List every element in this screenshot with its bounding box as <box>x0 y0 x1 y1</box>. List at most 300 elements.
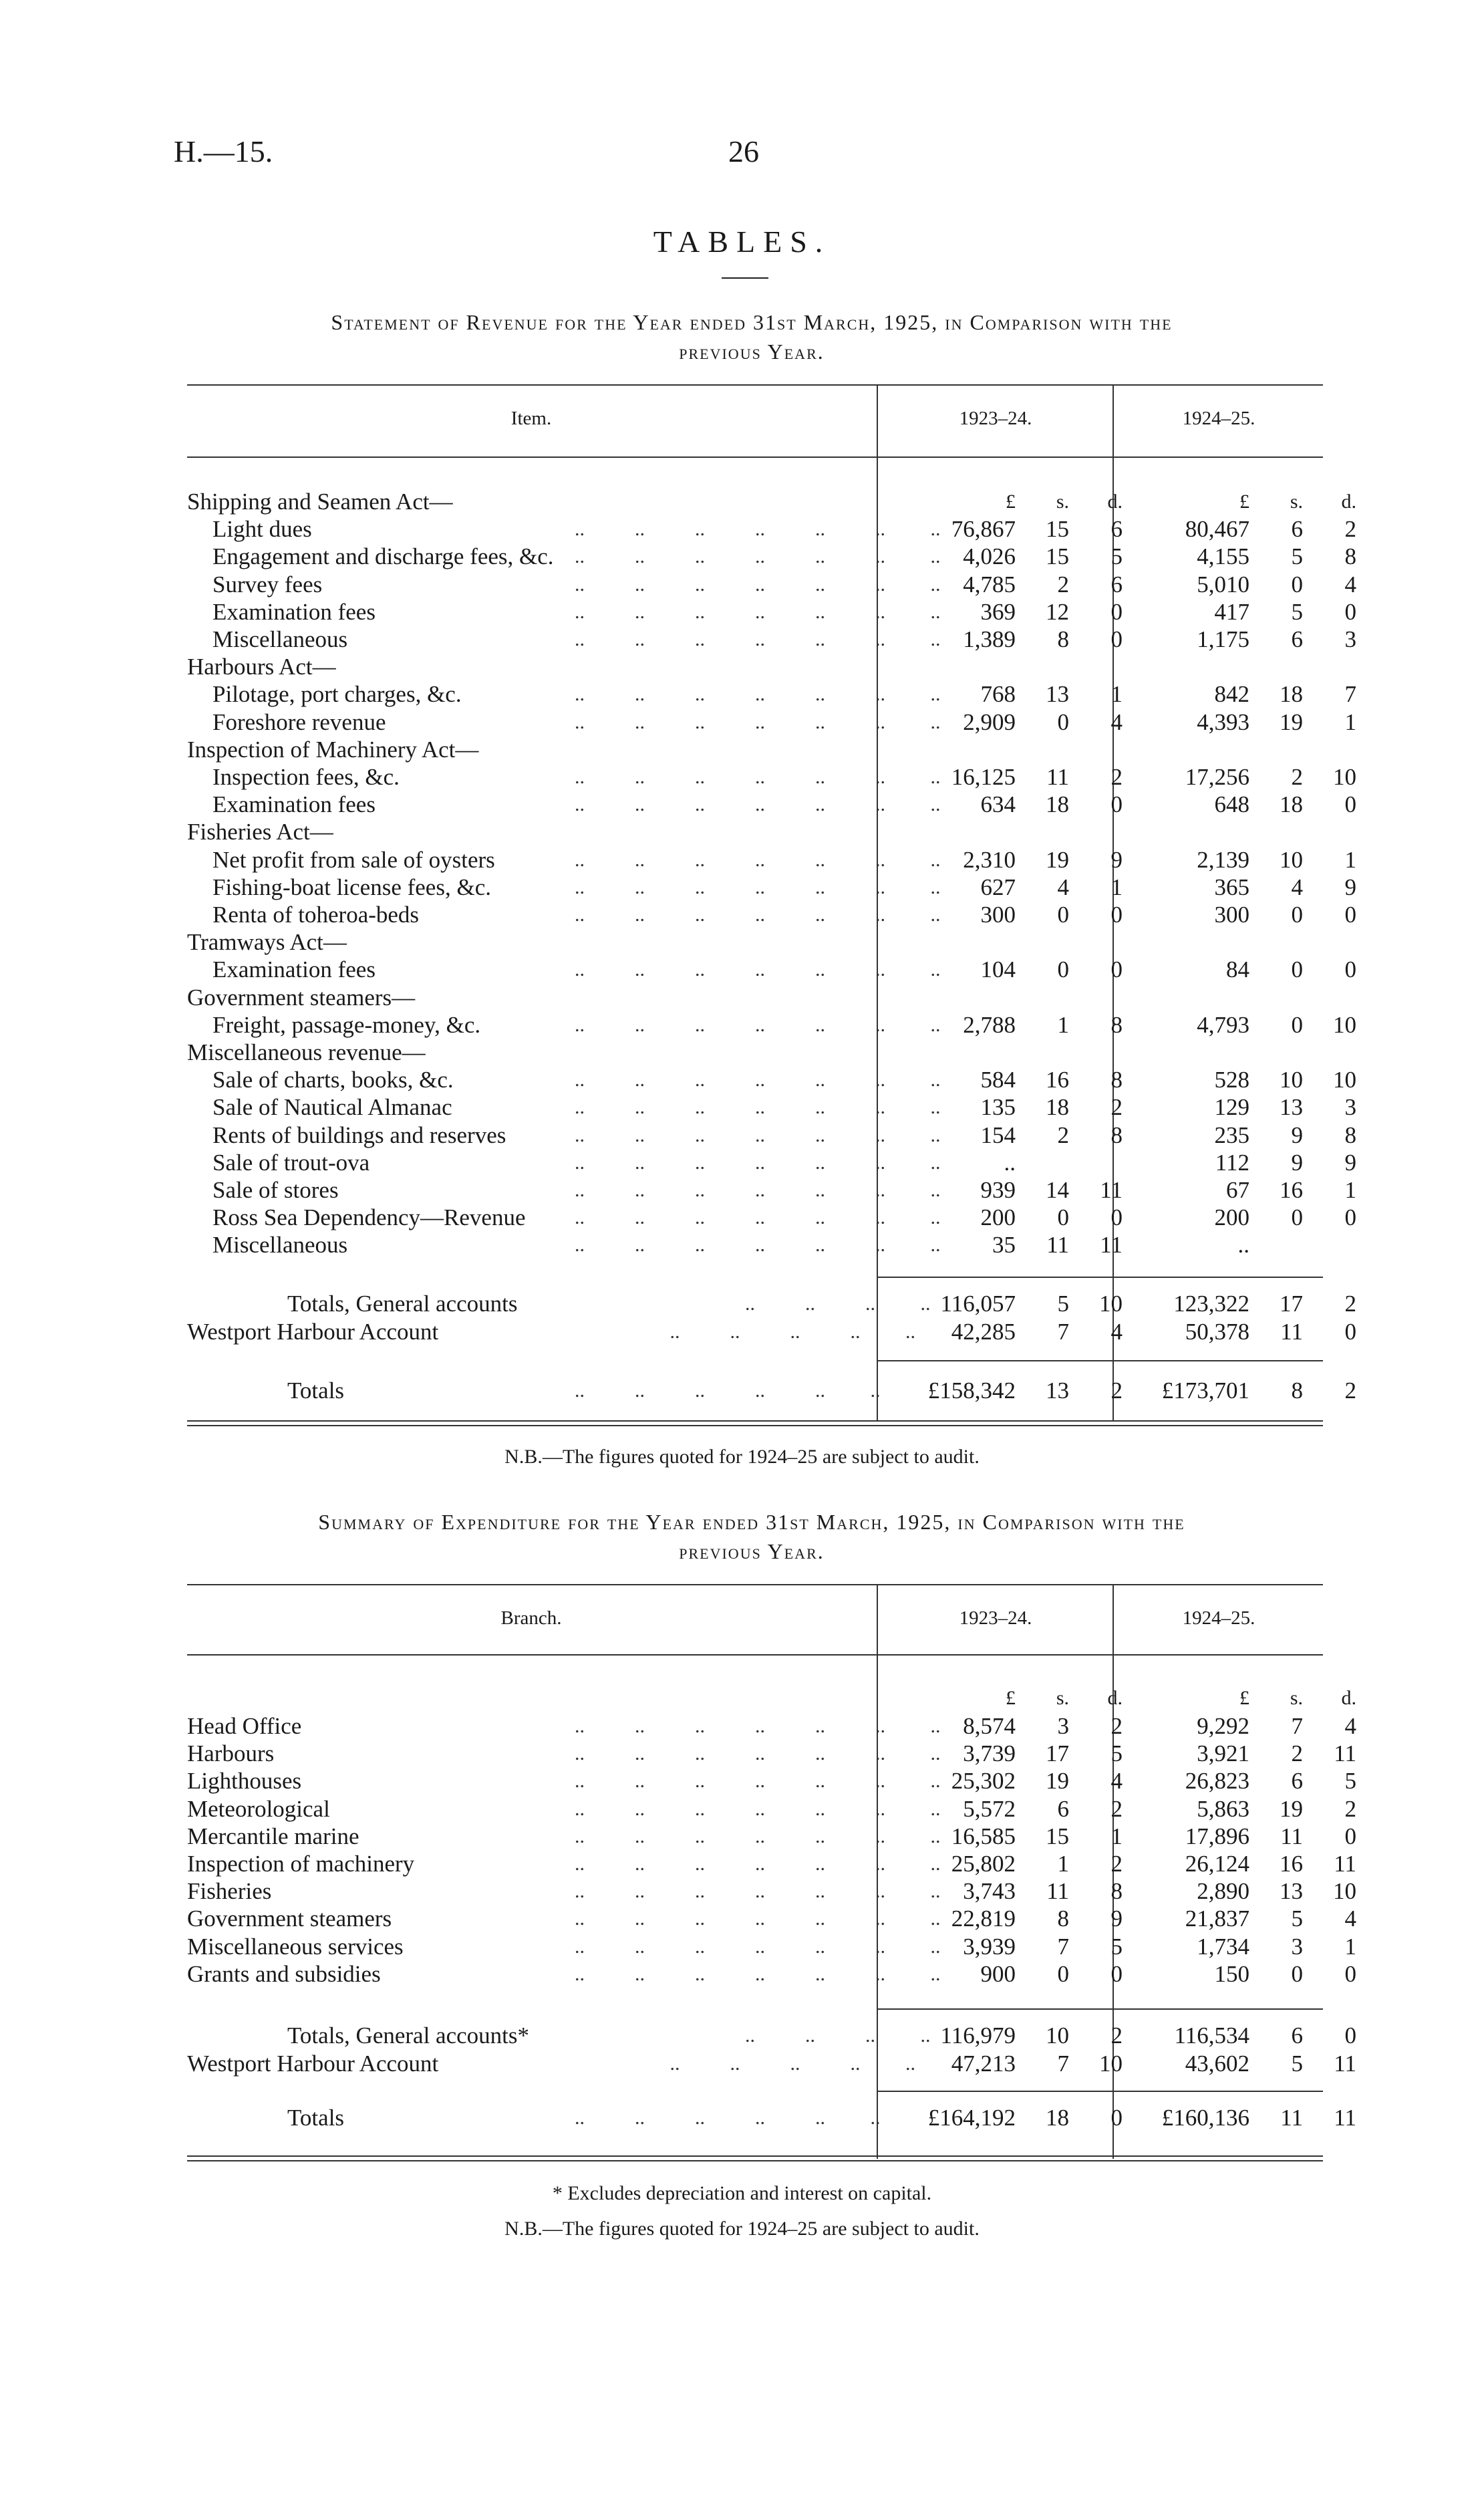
value-1923-shillings: 7 <box>1057 1933 1069 1960</box>
value-1924-pence: 1 <box>1344 708 1356 735</box>
value-1924-pence: 4 <box>1344 1713 1356 1739</box>
table-row <box>187 1149 1356 1176</box>
leader-dots: .. .. .. .. .. .. .. <box>575 1206 941 1229</box>
value-1924-pence: 5 <box>1344 1768 1356 1795</box>
value-1923-pounds: 25,302 <box>951 1768 1016 1795</box>
value-1924-shillings: 16 <box>1280 1851 1303 1877</box>
value-1924-pounds: 67 <box>1226 1177 1249 1203</box>
leader-dots: .. .. .. .. .. .. .. <box>575 545 941 568</box>
leader-dots: .. .. .. .. .. <box>575 1321 915 1343</box>
leader-dots: .. .. .. .. .. .. <box>575 2107 881 2129</box>
expenditure-totals-row <box>187 2104 1356 2131</box>
value-1923-pounds: 154 <box>980 1122 1016 1148</box>
revenue-subtotal-rule <box>877 1277 1323 1278</box>
page-number: 26 <box>728 134 759 168</box>
table-row <box>187 1823 1356 1850</box>
value-1923-pounds: 3,939 <box>963 1933 1016 1960</box>
value-1924-pounds: 235 <box>1214 1122 1249 1148</box>
leader-dots: .. .. .. .. .. .. .. <box>575 1962 941 1985</box>
value-1924-pounds: £160,136 <box>1161 2105 1249 2131</box>
expenditure-bottom-rule-2 <box>187 2160 1323 2161</box>
value-1924-shillings: 2 <box>1291 764 1303 790</box>
leader-dots: .. .. .. .. .. .. .. <box>575 1096 941 1119</box>
value-1924-pounds: 5,863 <box>1197 1795 1249 1822</box>
revenue-totals-row <box>187 1377 1356 1404</box>
value-1923-shillings: 3 <box>1057 1713 1069 1739</box>
value-1924-shillings: 5 <box>1291 543 1303 570</box>
row-label: Shipping and Seamen Act— <box>187 489 453 515</box>
value-1924-shillings: 11 <box>1280 2105 1303 2131</box>
document-reference: H.—15. <box>174 134 273 168</box>
value-1924-pence: 8 <box>1344 1122 1356 1148</box>
value-1924-pence: 10 <box>1333 1067 1356 1093</box>
value-1924-pounds: 1,734 <box>1197 1933 1249 1960</box>
value-1924-shillings: 10 <box>1280 846 1303 873</box>
value-1923-pounds: 768 <box>980 681 1016 708</box>
value-1924-pounds: 528 <box>1214 1067 1249 1093</box>
row-label: Freight, passage-money, &c. <box>212 1011 481 1038</box>
value-1924-pence: 2 <box>1344 516 1356 543</box>
row-label: Fisheries Act— <box>187 819 333 845</box>
value-1924-shillings: 0 <box>1291 1204 1303 1231</box>
unit-pounds: £ <box>1239 1687 1249 1709</box>
row-label: Sale of Nautical Almanac <box>212 1094 452 1121</box>
value-1923-shillings: 13 <box>1046 1377 1069 1404</box>
value-1924-shillings: 0 <box>1291 902 1303 928</box>
value-1923-pounds: 900 <box>980 1960 1016 1987</box>
value-1923-pence: 8 <box>1110 1067 1123 1093</box>
value-1924-pence: 9 <box>1344 1149 1356 1176</box>
leader-dots: .. .. .. .. .. .. .. <box>575 1069 941 1091</box>
leader-dots: .. .. .. .. .. .. .. <box>575 683 941 706</box>
value-1924-pounds: 4,793 <box>1197 1011 1249 1038</box>
unit-pounds: £ <box>1006 1687 1016 1709</box>
value-1924-pounds: 150 <box>1214 1960 1249 1987</box>
value-1924-shillings: 16 <box>1280 1177 1303 1203</box>
table-row <box>187 846 1356 874</box>
row-label: Sale of trout-ova <box>212 1149 370 1176</box>
table-row <box>187 984 1323 1011</box>
value-1924-shillings: 2 <box>1291 1740 1303 1767</box>
row-label: Inspection of machinery <box>187 1851 415 1877</box>
table-row <box>187 571 1356 598</box>
row-label: Harbours Act— <box>187 654 336 680</box>
leader-dots: .. .. .. .. <box>575 1293 931 1315</box>
value-1924-pence: 7 <box>1344 681 1356 708</box>
value-1924-pence: 3 <box>1344 626 1356 652</box>
value-1924-shillings: 19 <box>1280 708 1303 735</box>
value-1924-shillings: 18 <box>1280 681 1303 708</box>
unit-label: d. <box>1107 491 1123 513</box>
value-1924-shillings: 17 <box>1280 1291 1303 1317</box>
value-1924-pence: 3 <box>1344 1094 1356 1121</box>
table-row <box>187 653 1323 680</box>
value-1923-pence: 2 <box>1110 1851 1123 1877</box>
leader-dots: .. .. .. .. .. .. .. <box>575 1880 941 1903</box>
table-row <box>187 515 1356 543</box>
row-label: Tramways Act— <box>187 929 347 956</box>
table-row <box>187 1712 1356 1740</box>
leader-dots: .. .. .. .. .. .. .. <box>575 848 941 871</box>
value-1923-pounds: 3,739 <box>963 1740 1016 1767</box>
value-1923-pounds: 627 <box>980 874 1016 900</box>
unit-label: s. <box>1056 491 1069 513</box>
expenditure-col-1923: 1923–24. <box>959 1607 1032 1629</box>
value-1923-pence: 0 <box>1110 1204 1123 1231</box>
value-1923-pounds: 116,979 <box>940 2022 1016 2049</box>
row-label: Examination fees <box>212 791 376 818</box>
value-1923-pounds: 16,585 <box>951 1823 1016 1849</box>
leader-dots: .. .. .. .. .. .. .. <box>575 1797 941 1820</box>
value-1923-shillings: 8 <box>1057 626 1069 652</box>
value-1923-pence: 0 <box>1110 956 1123 983</box>
row-label: Engagement and discharge fees, &c. <box>212 543 554 570</box>
row-label: Renta of toheroa-beds <box>212 902 420 928</box>
value-1923-pence: 4 <box>1110 1768 1123 1795</box>
expenditure-total-rule <box>877 2091 1323 2092</box>
value-1923-shillings: 7 <box>1057 1319 1069 1345</box>
value-1923-pounds: 47,213 <box>951 2051 1016 2077</box>
value-1923-shillings: 18 <box>1046 2105 1069 2131</box>
value-1923-pence: 8 <box>1110 1878 1123 1905</box>
value-1923-shillings: 19 <box>1046 1768 1069 1795</box>
value-1923-shillings: 13 <box>1046 681 1069 708</box>
value-1924-pounds: 3,921 <box>1197 1740 1249 1767</box>
revenue-col-1924: 1924–25. <box>1182 408 1255 429</box>
value-1923-shillings: 12 <box>1046 598 1069 625</box>
heading-rule <box>722 277 768 279</box>
value-1924-pounds: 43,602 <box>1185 2051 1249 2077</box>
table-row <box>187 1039 1323 1066</box>
value-1923-pence: 0 <box>1110 791 1123 818</box>
value-1924-pounds: 50,378 <box>1185 1319 1249 1345</box>
value-1924-pence: 0 <box>1344 1960 1356 1987</box>
value-1923-shillings: 0 <box>1057 1960 1069 1987</box>
table-row <box>187 598 1356 626</box>
unit-pence: d. <box>1107 1687 1123 1709</box>
value-1924-pence: 0 <box>1344 598 1356 625</box>
expenditure-westport-row <box>187 2050 1356 2077</box>
value-1924-pounds: 17,896 <box>1185 1823 1249 1849</box>
value-1924-shillings: 6 <box>1291 516 1303 543</box>
unit-label: d. <box>1341 491 1356 513</box>
expenditure-header-rule <box>187 1654 1323 1656</box>
value-1924-pounds: 842 <box>1214 681 1249 708</box>
value-1923-pounds: 22,819 <box>951 1905 1016 1932</box>
value-1924-pence: 1 <box>1344 1933 1356 1960</box>
value-1924-pounds: 17,256 <box>1185 764 1249 790</box>
value-1923-pounds: 8,574 <box>963 1713 1016 1739</box>
row-label: Net profit from sale of oysters <box>212 846 495 873</box>
expenditure-bottom-rule <box>187 2155 1323 2157</box>
value-1923-pence: 4 <box>1110 708 1123 735</box>
value-1923-shillings: 1 <box>1057 1851 1069 1877</box>
value-1923-pence: 6 <box>1110 516 1123 543</box>
value-1923-shillings: 4 <box>1057 874 1069 900</box>
value-1924-shillings: 9 <box>1291 1149 1303 1176</box>
value-1924-shillings: 6 <box>1291 2022 1303 2049</box>
row-label: Rents of buildings and reserves <box>212 1122 506 1148</box>
value-1923-shillings: 2 <box>1057 1122 1069 1148</box>
table-row <box>187 956 1356 983</box>
value-1923-pounds: 2,310 <box>963 846 1016 873</box>
value-1923-pence: 9 <box>1110 1905 1123 1932</box>
revenue-total-rule <box>877 1360 1323 1361</box>
revenue-col-1923: 1923–24. <box>959 408 1032 429</box>
value-1923-pence: 5 <box>1110 1740 1123 1767</box>
value-1923-pence: 5 <box>1110 543 1123 570</box>
value-1923-shillings: 10 <box>1046 2022 1069 2049</box>
value-1923-pence: 2 <box>1110 1377 1123 1404</box>
row-label: Examination fees <box>212 598 376 625</box>
value-1923-pence: 0 <box>1110 598 1123 625</box>
value-1923-pounds: 3,743 <box>963 1878 1016 1905</box>
expenditure-subtotal-rule <box>877 2008 1323 2010</box>
value-1924-shillings: 7 <box>1291 1713 1303 1739</box>
row-label: Pilotage, port charges, &c. <box>212 681 462 708</box>
value-1923-pounds: 300 <box>980 902 1016 928</box>
table-row <box>187 1011 1356 1039</box>
value-1923-shillings: 0 <box>1057 708 1069 735</box>
leader-dots: .. .. .. .. .. .. .. <box>575 1935 941 1958</box>
value-1924-pounds: 5,010 <box>1197 571 1249 598</box>
leader-dots: .. .. .. .. .. .. .. <box>575 710 941 733</box>
value-1924-pence: 10 <box>1333 1011 1356 1038</box>
value-1923-shillings: 0 <box>1057 956 1069 983</box>
expenditure-title <box>184 1507 1320 1566</box>
value-1924-shillings: 13 <box>1280 1878 1303 1905</box>
value-1923-pounds: 4,026 <box>963 543 1016 570</box>
leader-dots: .. .. .. .. .. .. .. <box>575 904 941 926</box>
value-1924-pounds: 300 <box>1214 902 1249 928</box>
value-1923-pence: 8 <box>1110 1122 1123 1148</box>
value-1923-shillings: 7 <box>1057 2051 1069 2077</box>
value-1923-pence: 8 <box>1110 1011 1123 1038</box>
unit-shillings: s. <box>1056 1687 1069 1709</box>
value-1924-pence: 11 <box>1334 2051 1356 2077</box>
row-label: Totals, General accounts* <box>287 2022 529 2049</box>
row-label: Head Office <box>187 1713 302 1739</box>
value-1924-pounds: £173,701 <box>1161 1377 1249 1404</box>
value-1923-pounds: 76,867 <box>951 516 1016 543</box>
leader-dots: .. .. .. .. .. .. .. <box>575 1907 941 1930</box>
value-1923-pence: 0 <box>1110 902 1123 928</box>
row-label: Inspection of Machinery Act— <box>187 736 479 763</box>
value-1924-pounds: 26,823 <box>1185 1768 1249 1795</box>
value-1924-pence: 10 <box>1333 1878 1356 1905</box>
row-label: Grants and subsidies <box>187 1960 381 1987</box>
table-row <box>187 708 1356 736</box>
value-1924-pence: 9 <box>1344 874 1356 900</box>
unit-label: £ <box>1239 491 1249 513</box>
table-row <box>187 901 1356 928</box>
value-1923-pounds: 2,788 <box>963 1011 1016 1038</box>
expenditure-title-line1: Summary of Expenditure for the Year ended 31st March, 1925, in Comparison with the <box>318 1510 1185 1534</box>
row-label: Miscellaneous services <box>187 1933 404 1960</box>
revenue-title <box>184 307 1320 366</box>
row-label: Miscellaneous revenue— <box>187 1039 426 1065</box>
table-row <box>187 1960 1356 1988</box>
table-row <box>187 1066 1356 1093</box>
value-1923-pounds: 634 <box>980 791 1016 818</box>
value-1924-pounds: 80,467 <box>1185 516 1249 543</box>
value-1923-pounds: 135 <box>980 1094 1016 1121</box>
value-1923-pence: 1 <box>1110 1823 1123 1849</box>
table-row <box>187 1231 1323 1259</box>
value-1924-shillings: 6 <box>1291 626 1303 652</box>
value-1923-shillings: 15 <box>1046 1823 1069 1849</box>
table-row <box>187 736 1323 763</box>
table-row <box>187 1933 1356 1960</box>
value-1923-pounds: 1,389 <box>963 626 1016 652</box>
value-1924-shillings: 0 <box>1291 1011 1303 1038</box>
value-1923-pence: 11 <box>1100 1232 1123 1259</box>
row-label: Mercantile marine <box>187 1823 359 1849</box>
expenditure-audit-note: N.B.—The figures quoted for 1924–25 are subject to audit. <box>504 2218 980 2240</box>
value-1924-shillings: 4 <box>1291 874 1303 900</box>
table-row <box>187 1850 1356 1877</box>
revenue-title-line2: previous Year. <box>679 340 825 364</box>
value-1924-pence: 2 <box>1344 1795 1356 1822</box>
row-label: Totals <box>287 1377 345 1404</box>
value-1924-pounds: 4,393 <box>1197 708 1249 735</box>
table-row <box>187 1795 1356 1823</box>
row-label: Totals, General accounts <box>287 1291 518 1317</box>
value-1923-pounds: 2,909 <box>963 708 1016 735</box>
row-label: Fishing-boat license fees, &c. <box>212 874 491 900</box>
value-1923-pence: 2 <box>1110 1795 1123 1822</box>
revenue-audit-note: N.B.—The figures quoted for 1924–25 are subject to audit. <box>504 1446 980 1468</box>
value-1924-shillings: 6 <box>1291 1768 1303 1795</box>
value-1923-pence: 9 <box>1110 846 1123 873</box>
value-1923-pounds: £158,342 <box>927 1377 1016 1404</box>
value-1924-pounds: 112 <box>1215 1149 1249 1176</box>
leader-dots: .. .. .. .. .. .. .. <box>575 573 941 596</box>
revenue-top-rule <box>187 384 1323 386</box>
value-1923-shillings: 19 <box>1046 846 1069 873</box>
expenditure-units-row <box>187 1684 1356 1712</box>
value-1923-pounds: 42,285 <box>951 1319 1016 1345</box>
row-label: Sale of stores <box>212 1177 339 1203</box>
value-1924-pence: 11 <box>1334 1740 1356 1767</box>
row-label: Totals <box>287 2105 345 2131</box>
expenditure-top-rule <box>187 1584 1323 1585</box>
value-1923-shillings: 18 <box>1046 791 1069 818</box>
value-1924-pence: 0 <box>1344 956 1356 983</box>
expenditure-col-1924: 1924–25. <box>1182 1607 1255 1629</box>
value-1924-shillings: 11 <box>1280 1319 1303 1345</box>
value-1923-shillings: 11 <box>1046 1878 1069 1905</box>
value-1923-pounds: 4,785 <box>963 571 1016 598</box>
row-label: Miscellaneous <box>212 1232 348 1259</box>
value-1924-pounds: 200 <box>1214 1204 1249 1231</box>
revenue-col-item: Item. <box>510 408 552 429</box>
table-row <box>187 1122 1356 1149</box>
value-1924-pounds: .. <box>1237 1232 1249 1259</box>
value-1924-shillings: 3 <box>1291 1933 1303 1960</box>
value-1923-pence: 4 <box>1110 1319 1123 1345</box>
revenue-bottom-rule-2 <box>187 1425 1323 1426</box>
value-1923-pence: 2 <box>1110 2022 1123 2049</box>
unit-shillings: s. <box>1290 1687 1303 1709</box>
revenue-title-line1: Statement of Revenue for the Year ended 31st March, 1925, in Comparison with the <box>331 310 1173 334</box>
leader-dots: .. .. .. .. .. .. .. <box>575 1715 941 1737</box>
table-row <box>187 791 1356 818</box>
value-1923-shillings: 15 <box>1046 516 1069 543</box>
table-row <box>187 1176 1356 1204</box>
tables-heading: TABLES. <box>653 225 831 259</box>
value-1923-pence: 0 <box>1110 626 1123 652</box>
value-1924-pence: 1 <box>1344 846 1356 873</box>
value-1923-pounds: .. <box>1004 1149 1016 1176</box>
leader-dots: .. .. .. .. .. .. .. <box>575 1151 941 1174</box>
value-1924-pounds: 1,175 <box>1197 626 1249 652</box>
value-1924-pence: 10 <box>1333 764 1356 790</box>
value-1923-pounds: 116,057 <box>940 1291 1016 1317</box>
value-1923-pence: 0 <box>1110 2105 1123 2131</box>
row-label: Examination fees <box>212 956 376 983</box>
leader-dots: .. .. .. .. .. .. .. <box>575 628 941 650</box>
leader-dots: .. .. .. .. .. .. .. <box>575 1179 941 1201</box>
value-1924-pence: 0 <box>1344 1823 1356 1849</box>
value-1924-shillings: 5 <box>1291 598 1303 625</box>
row-label: Foreshore revenue <box>212 708 386 735</box>
value-1923-pounds: 584 <box>980 1067 1016 1093</box>
value-1923-shillings: 11 <box>1046 764 1069 790</box>
value-1924-pounds: 9,292 <box>1197 1713 1249 1739</box>
value-1923-pence: 10 <box>1099 2051 1123 2077</box>
table-row <box>187 543 1356 570</box>
row-label: Survey fees <box>212 571 323 598</box>
value-1923-pounds: 16,125 <box>951 764 1016 790</box>
leader-dots: .. .. .. .. .. .. .. <box>575 766 941 788</box>
value-1924-shillings: 11 <box>1280 1823 1303 1849</box>
row-label: Lighthouses <box>187 1768 302 1795</box>
revenue-totals-general-row <box>187 1290 1356 1317</box>
value-1923-pence: 11 <box>1100 1177 1123 1203</box>
value-1923-shillings: 18 <box>1046 1094 1069 1121</box>
value-1923-pounds: 104 <box>980 956 1016 983</box>
leader-dots: .. .. .. .. .. .. .. <box>575 958 941 981</box>
value-1924-pounds: 123,322 <box>1173 1291 1249 1317</box>
value-1924-pence: 2 <box>1344 1377 1356 1404</box>
value-1924-pounds: 2,890 <box>1197 1878 1249 1905</box>
value-1923-pence: 2 <box>1110 1713 1123 1739</box>
value-1923-shillings: 6 <box>1057 1795 1069 1822</box>
value-1924-pence: 11 <box>1334 1851 1356 1877</box>
value-1924-shillings: 10 <box>1280 1067 1303 1093</box>
value-1924-shillings: 9 <box>1291 1122 1303 1148</box>
value-1924-shillings: 0 <box>1291 571 1303 598</box>
value-1923-shillings: 5 <box>1057 1291 1069 1317</box>
value-1923-shillings: 16 <box>1046 1067 1069 1093</box>
value-1924-pounds: 129 <box>1214 1094 1249 1121</box>
row-label: Westport Harbour Account <box>187 2051 439 2077</box>
table-row <box>187 1740 1356 1767</box>
leader-dots: .. .. .. .. .. .. .. <box>575 1770 941 1793</box>
leader-dots: .. .. .. .. .. .. .. <box>575 600 941 623</box>
value-1924-pounds: 417 <box>1214 598 1249 625</box>
row-label: Fisheries <box>187 1878 272 1905</box>
leader-dots: .. .. .. .. .. .. <box>575 1379 881 1402</box>
table-row <box>187 1905 1356 1932</box>
value-1924-pounds: 648 <box>1214 791 1249 818</box>
value-1923-shillings: 11 <box>1046 1232 1069 1259</box>
unit-pence: d. <box>1341 1687 1356 1709</box>
value-1924-shillings: 13 <box>1280 1094 1303 1121</box>
row-label: Inspection fees, &c. <box>212 764 400 790</box>
expenditure-col-branch: Branch. <box>500 1607 562 1629</box>
